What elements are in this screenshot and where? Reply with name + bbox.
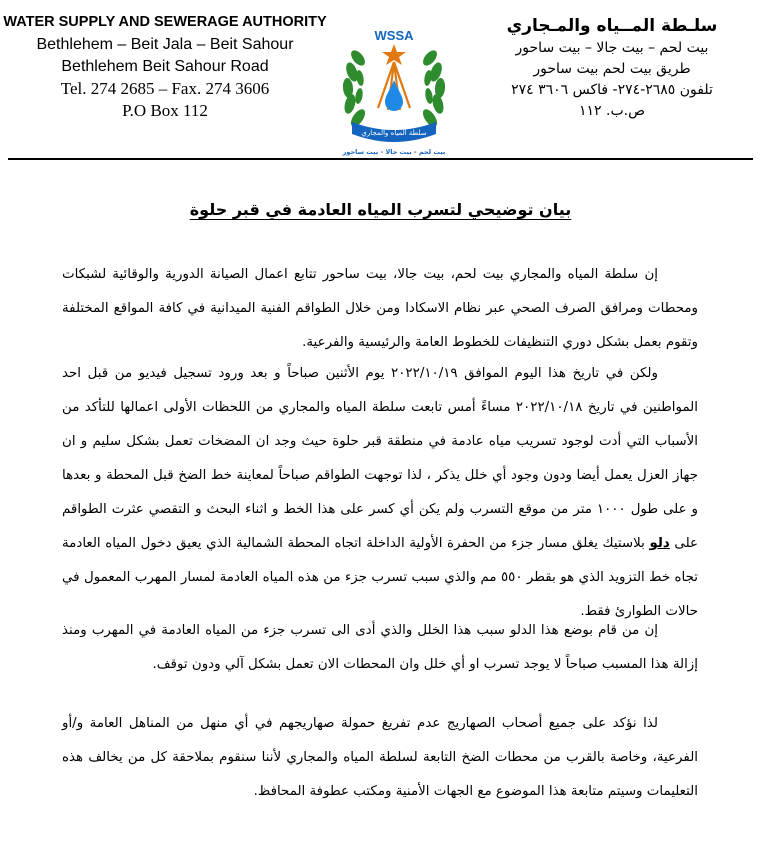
paragraph-4-text: لذا نؤكد على جميع أصحاب الصهاريج عدم تفريغ حمولة صهاريجهم في أي منهل من المناهل العامة و/أو الفرعية، وخاصة بالقرب من محطات الضخ التابعة لسلطة المياه والمجاري لأننا سنقوم بملاحقة كل من يخالف هذه التعليمات وسيتم متابعة هذا الموضوع مع الجهات الأمنية ومكتب عطوفة المحافظ.: [62, 716, 698, 799]
star-icon: [382, 44, 406, 65]
paragraph-2-text-b: بلاستيك يغلق مسار جزء من الحفرة الأولية الداخلة اتجاه المحطة الشمالية الذي يعيق دخول المياه العادمة تجاه خط التزويد الذي هو بقطر ٥٥٠ مم والذي سبب تسرب جزء من هذه المياه العادمة لمسار المهرب المعمول في حالات الطوارئ فقط.: [62, 536, 699, 619]
arabic-road: طريق بيت لحم بيت ساحور: [533, 61, 691, 77]
paragraph-3-text: إن من قام بوضع هذا الدلو سبب هذا الخلل والذي أدى الى تسرب جزء من المياه العادمة في المهرب ومنذ إزالة هذا المسبب صباحاً لا يوجد تسرب او أي خلل وان المحطات الان تعمل بشكل آلي ودون توقف.: [62, 623, 698, 672]
logo-acronym: WSSA: [374, 28, 414, 43]
english-po-box: P.O Box 112: [122, 101, 208, 120]
english-authority-name: WATER SUPPLY AND SEWERAGE AUTHORITY: [3, 14, 327, 30]
paragraph-1-text: إن سلطة المياه والمجاري بيت لحم، بيت جالا، بيت ساحور تتابع اعمال الصيانة الدورية والوقائية لشبكات ومحطات ومرافق الصرف الصحي عبر نظام الاسكادا ومن خلال الطواقم الفنية الميدانية في كافة المواقع المختلفة وتقوم بعمل بشكل دوري التنظيفات للخطوط العامة والرئيسية والفرعية.: [62, 267, 698, 350]
arabic-cities: بيت لحم – بيت جالا – بيت ساحور: [515, 40, 709, 56]
english-phone-fax: Tel. 274 2685 – Fax. 274 3606: [60, 79, 270, 98]
water-drop-icon: [385, 80, 403, 111]
english-letterhead: [0, 14, 330, 122]
arabic-letterhead: [477, 14, 747, 122]
paragraph-2-text-a: ولكن في تاريخ هذا اليوم الموافق ٢٠٢٢/١٠/١٩ يوم الأثنين صباحاً و بعد ورود تسجيل فيديو من قبل احد المواطنين في تاريخ ٢٠٢٢/١٠/١٨ مساءً أمس تابعت سلطة المياه والمجاري من اللحظات الأولى اعمالها للتأكد من الأسباب التي أدت لوجود تسريب مياه عادمة في منطقة قبر حلوة حيث وجد ان المضخات تعمل بشكل سليم و ان جهاز العزل يعمل أيضا ودون وجود أي خلل يذكر ، لذا توجهت الطواقم صباحاً لمعاينة خط الضخ قبل المحطة و بعدها و على طول ١٠٠٠ متر من موقع التسرب ولم يكن أي كسر على هذا الخط و اثناء البحث و التقصي عثرت الطواقم على: [62, 366, 699, 551]
logo-ribbon-text: سلطة المياه والمجاري: [361, 129, 427, 137]
english-road: Bethlehem Beit Sahour Road: [61, 58, 269, 75]
logo-caption: بيت لحم - بيت جالا - بيت ساحور: [342, 148, 446, 156]
document-title: [0, 200, 761, 219]
header-divider: [8, 158, 753, 160]
arabic-phone-fax: تلفون ٢٦٨٥-٢٧٤- فاكس ٣٦٠٦ ٢٧٤: [511, 82, 713, 98]
paragraph-4: [62, 707, 698, 809]
document-title-text: بيان توضيحي لتسرب المياه العادمة في قبر حلوة: [189, 200, 572, 219]
wssa-logo: [338, 10, 450, 158]
arabic-po-box: ص.ب. ١١٢: [578, 103, 646, 119]
paragraph-2: [62, 357, 698, 629]
paragraph-1: [62, 258, 698, 360]
arabic-authority-name: سلـطة المــياه والمـجاري: [506, 16, 718, 36]
paragraph-3: [62, 614, 698, 682]
paragraph-2-emphasis: دلو: [649, 536, 670, 551]
wssa-logo-emblem: [338, 10, 450, 158]
english-cities: Bethlehem – Beit Jala – Beit Sahour: [36, 36, 294, 53]
